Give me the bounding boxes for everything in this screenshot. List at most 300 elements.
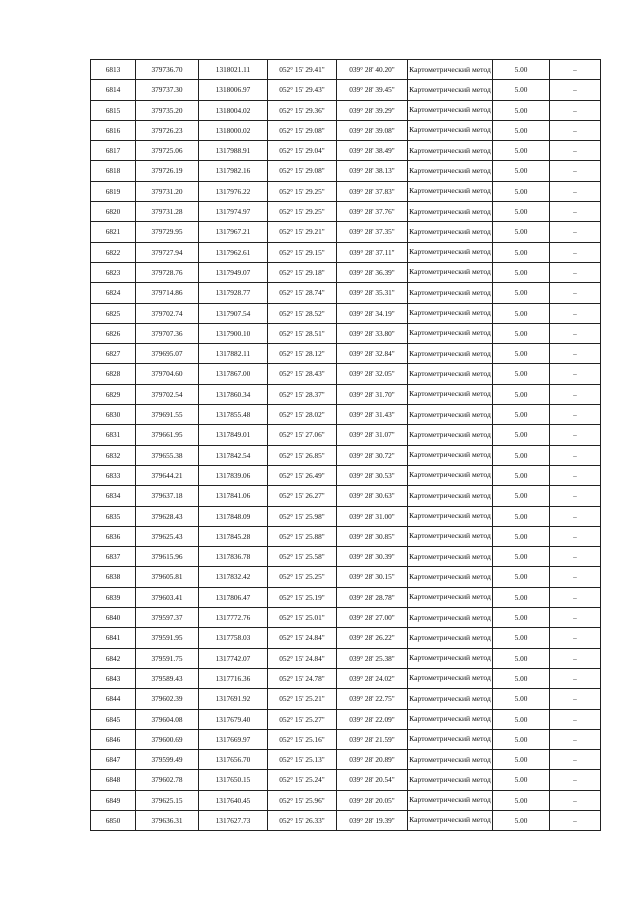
longitude-cell: 039° 28' 20.05" xyxy=(337,790,408,810)
x-coordinate-cell: 379728.76 xyxy=(136,262,199,282)
point-number-cell: 6822 xyxy=(91,242,136,262)
note-cell: – xyxy=(550,262,601,282)
y-coordinate-cell: 1317988.91 xyxy=(199,141,268,161)
point-number-cell: 6837 xyxy=(91,547,136,567)
accuracy-cell: 5.00 xyxy=(493,608,550,628)
latitude-cell: 052° 15' 26.33" xyxy=(268,810,337,830)
point-number-cell: 6814 xyxy=(91,80,136,100)
table-row xyxy=(91,648,601,668)
longitude-cell: 039° 28' 19.39" xyxy=(337,810,408,830)
note-cell: – xyxy=(550,587,601,607)
latitude-cell: 052° 15' 29.15" xyxy=(268,242,337,262)
x-coordinate-cell: 379637.18 xyxy=(136,486,199,506)
x-coordinate-cell: 379707.36 xyxy=(136,323,199,343)
point-number-cell: 6816 xyxy=(91,120,136,140)
y-coordinate-cell: 1317627.73 xyxy=(199,810,268,830)
longitude-cell: 039° 28' 30.39" xyxy=(337,547,408,567)
x-coordinate-cell: 379726.23 xyxy=(136,120,199,140)
note-cell: – xyxy=(550,668,601,688)
method-cell: Картометрический метод xyxy=(408,384,493,404)
table-row xyxy=(91,405,601,425)
accuracy-cell: 5.00 xyxy=(493,384,550,404)
latitude-cell: 052° 15' 25.27" xyxy=(268,709,337,729)
accuracy-cell: 5.00 xyxy=(493,60,550,80)
longitude-cell: 039° 28' 21.59" xyxy=(337,729,408,749)
latitude-cell: 052° 15' 24.78" xyxy=(268,668,337,688)
note-cell: – xyxy=(550,547,601,567)
longitude-cell: 039° 28' 34.19" xyxy=(337,303,408,323)
note-cell: – xyxy=(550,283,601,303)
y-coordinate-cell: 1317650.15 xyxy=(199,770,268,790)
method-cell: Картометрический метод xyxy=(408,303,493,323)
point-number-cell: 6817 xyxy=(91,141,136,161)
accuracy-cell: 5.00 xyxy=(493,547,550,567)
table-row xyxy=(91,283,601,303)
x-coordinate-cell: 379702.74 xyxy=(136,303,199,323)
accuracy-cell: 5.00 xyxy=(493,689,550,709)
accuracy-cell: 5.00 xyxy=(493,810,550,830)
method-cell: Картометрический метод xyxy=(408,628,493,648)
latitude-cell: 052° 15' 25.21" xyxy=(268,689,337,709)
table-row xyxy=(91,202,601,222)
method-cell: Картометрический метод xyxy=(408,425,493,445)
table-row xyxy=(91,445,601,465)
x-coordinate-cell: 379625.15 xyxy=(136,790,199,810)
method-cell: Картометрический метод xyxy=(408,405,493,425)
x-coordinate-cell: 379727.94 xyxy=(136,242,199,262)
point-number-cell: 6828 xyxy=(91,364,136,384)
point-number-cell: 6826 xyxy=(91,323,136,343)
method-cell: Картометрический метод xyxy=(408,547,493,567)
x-coordinate-cell: 379737.30 xyxy=(136,80,199,100)
table-row xyxy=(91,262,601,282)
longitude-cell: 039° 28' 30.72" xyxy=(337,445,408,465)
latitude-cell: 052° 15' 28.52" xyxy=(268,303,337,323)
longitude-cell: 039° 28' 28.78" xyxy=(337,587,408,607)
note-cell: – xyxy=(550,120,601,140)
y-coordinate-cell: 1317772.76 xyxy=(199,608,268,628)
method-cell: Картометрический метод xyxy=(408,161,493,181)
note-cell: – xyxy=(550,770,601,790)
note-cell: – xyxy=(550,202,601,222)
point-number-cell: 6848 xyxy=(91,770,136,790)
accuracy-cell: 5.00 xyxy=(493,526,550,546)
accuracy-cell: 5.00 xyxy=(493,364,550,384)
point-number-cell: 6831 xyxy=(91,425,136,445)
note-cell: – xyxy=(550,323,601,343)
latitude-cell: 052° 15' 29.25" xyxy=(268,181,337,201)
latitude-cell: 052° 15' 24.84" xyxy=(268,628,337,648)
latitude-cell: 052° 15' 25.58" xyxy=(268,547,337,567)
y-coordinate-cell: 1317882.11 xyxy=(199,344,268,364)
accuracy-cell: 5.00 xyxy=(493,729,550,749)
point-number-cell: 6838 xyxy=(91,567,136,587)
method-cell: Картометрический метод xyxy=(408,526,493,546)
point-number-cell: 6821 xyxy=(91,222,136,242)
longitude-cell: 039° 28' 37.11" xyxy=(337,242,408,262)
longitude-cell: 039° 28' 33.80" xyxy=(337,323,408,343)
method-cell: Картометрический метод xyxy=(408,668,493,688)
accuracy-cell: 5.00 xyxy=(493,587,550,607)
latitude-cell: 052° 15' 29.18" xyxy=(268,262,337,282)
point-number-cell: 6840 xyxy=(91,608,136,628)
accuracy-cell: 5.00 xyxy=(493,668,550,688)
longitude-cell: 039° 28' 27.00" xyxy=(337,608,408,628)
longitude-cell: 039° 28' 39.08" xyxy=(337,120,408,140)
x-coordinate-cell: 379591.95 xyxy=(136,628,199,648)
y-coordinate-cell: 1317982.16 xyxy=(199,161,268,181)
x-coordinate-cell: 379636.31 xyxy=(136,810,199,830)
y-coordinate-cell: 1317806.47 xyxy=(199,587,268,607)
accuracy-cell: 5.00 xyxy=(493,405,550,425)
note-cell: – xyxy=(550,303,601,323)
table-row xyxy=(91,80,601,100)
method-cell: Картометрический метод xyxy=(408,344,493,364)
method-cell: Картометрический метод xyxy=(408,587,493,607)
latitude-cell: 052° 15' 29.36" xyxy=(268,100,337,120)
point-number-cell: 6815 xyxy=(91,100,136,120)
y-coordinate-cell: 1317976.22 xyxy=(199,181,268,201)
point-number-cell: 6827 xyxy=(91,344,136,364)
accuracy-cell: 5.00 xyxy=(493,770,550,790)
x-coordinate-cell: 379597.37 xyxy=(136,608,199,628)
method-cell: Картометрический метод xyxy=(408,486,493,506)
y-coordinate-cell: 1317841.06 xyxy=(199,486,268,506)
note-cell: – xyxy=(550,60,601,80)
y-coordinate-cell: 1318000.02 xyxy=(199,120,268,140)
point-number-cell: 6819 xyxy=(91,181,136,201)
table-row xyxy=(91,526,601,546)
table-row xyxy=(91,141,601,161)
longitude-cell: 039° 28' 40.20" xyxy=(337,60,408,80)
method-cell: Картометрический метод xyxy=(408,181,493,201)
point-number-cell: 6847 xyxy=(91,750,136,770)
note-cell: – xyxy=(550,405,601,425)
latitude-cell: 052° 15' 29.41" xyxy=(268,60,337,80)
latitude-cell: 052° 15' 26.49" xyxy=(268,465,337,485)
coordinates-sheet xyxy=(90,59,600,831)
table-row xyxy=(91,729,601,749)
accuracy-cell: 5.00 xyxy=(493,506,550,526)
note-cell: – xyxy=(550,425,601,445)
accuracy-cell: 5.00 xyxy=(493,303,550,323)
point-number-cell: 6833 xyxy=(91,465,136,485)
y-coordinate-cell: 1317691.92 xyxy=(199,689,268,709)
table-row xyxy=(91,465,601,485)
table-row xyxy=(91,770,601,790)
method-cell: Картометрический метод xyxy=(408,202,493,222)
note-cell: – xyxy=(550,141,601,161)
longitude-cell: 039° 28' 30.63" xyxy=(337,486,408,506)
point-number-cell: 6825 xyxy=(91,303,136,323)
y-coordinate-cell: 1318004.02 xyxy=(199,100,268,120)
table-row xyxy=(91,60,601,80)
accuracy-cell: 5.00 xyxy=(493,425,550,445)
y-coordinate-cell: 1317656.70 xyxy=(199,750,268,770)
table-row xyxy=(91,810,601,830)
x-coordinate-cell: 379602.39 xyxy=(136,689,199,709)
y-coordinate-cell: 1317836.78 xyxy=(199,547,268,567)
latitude-cell: 052° 15' 28.02" xyxy=(268,405,337,425)
accuracy-cell: 5.00 xyxy=(493,709,550,729)
longitude-cell: 039° 28' 20.89" xyxy=(337,750,408,770)
table-row xyxy=(91,323,601,343)
note-cell: – xyxy=(550,628,601,648)
method-cell: Картометрический метод xyxy=(408,810,493,830)
longitude-cell: 039° 28' 30.15" xyxy=(337,567,408,587)
note-cell: – xyxy=(550,608,601,628)
y-coordinate-cell: 1318021.11 xyxy=(199,60,268,80)
coordinates-table xyxy=(90,59,601,831)
table-row xyxy=(91,547,601,567)
accuracy-cell: 5.00 xyxy=(493,283,550,303)
note-cell: – xyxy=(550,465,601,485)
longitude-cell: 039° 28' 38.49" xyxy=(337,141,408,161)
longitude-cell: 039° 28' 22.09" xyxy=(337,709,408,729)
latitude-cell: 052° 15' 29.04" xyxy=(268,141,337,161)
accuracy-cell: 5.00 xyxy=(493,80,550,100)
table-row xyxy=(91,384,601,404)
accuracy-cell: 5.00 xyxy=(493,628,550,648)
note-cell: – xyxy=(550,384,601,404)
latitude-cell: 052° 15' 28.51" xyxy=(268,323,337,343)
y-coordinate-cell: 1317907.54 xyxy=(199,303,268,323)
accuracy-cell: 5.00 xyxy=(493,222,550,242)
accuracy-cell: 5.00 xyxy=(493,161,550,181)
accuracy-cell: 5.00 xyxy=(493,790,550,810)
note-cell: – xyxy=(550,506,601,526)
accuracy-cell: 5.00 xyxy=(493,100,550,120)
latitude-cell: 052° 15' 24.84" xyxy=(268,648,337,668)
x-coordinate-cell: 379725.06 xyxy=(136,141,199,161)
accuracy-cell: 5.00 xyxy=(493,141,550,161)
note-cell: – xyxy=(550,344,601,364)
method-cell: Картометрический метод xyxy=(408,648,493,668)
longitude-cell: 039° 28' 31.00" xyxy=(337,506,408,526)
y-coordinate-cell: 1317845.28 xyxy=(199,526,268,546)
point-number-cell: 6820 xyxy=(91,202,136,222)
x-coordinate-cell: 379691.55 xyxy=(136,405,199,425)
note-cell: – xyxy=(550,486,601,506)
latitude-cell: 052° 15' 29.08" xyxy=(268,161,337,181)
latitude-cell: 052° 15' 25.24" xyxy=(268,770,337,790)
method-cell: Картометрический метод xyxy=(408,689,493,709)
y-coordinate-cell: 1317842.54 xyxy=(199,445,268,465)
x-coordinate-cell: 379731.20 xyxy=(136,181,199,201)
table-row xyxy=(91,181,601,201)
x-coordinate-cell: 379731.28 xyxy=(136,202,199,222)
latitude-cell: 052° 15' 25.96" xyxy=(268,790,337,810)
x-coordinate-cell: 379605.81 xyxy=(136,567,199,587)
x-coordinate-cell: 379726.19 xyxy=(136,161,199,181)
method-cell: Картометрический метод xyxy=(408,100,493,120)
note-cell: – xyxy=(550,567,601,587)
accuracy-cell: 5.00 xyxy=(493,202,550,222)
point-number-cell: 6834 xyxy=(91,486,136,506)
table-row xyxy=(91,709,601,729)
latitude-cell: 052° 15' 25.16" xyxy=(268,729,337,749)
table-row xyxy=(91,161,601,181)
point-number-cell: 6850 xyxy=(91,810,136,830)
table-body xyxy=(91,60,601,831)
accuracy-cell: 5.00 xyxy=(493,323,550,343)
method-cell: Картометрический метод xyxy=(408,323,493,343)
table-row xyxy=(91,668,601,688)
x-coordinate-cell: 379644.21 xyxy=(136,465,199,485)
method-cell: Картометрический метод xyxy=(408,80,493,100)
table-row xyxy=(91,303,601,323)
longitude-cell: 039° 28' 31.70" xyxy=(337,384,408,404)
method-cell: Картометрический метод xyxy=(408,445,493,465)
note-cell: – xyxy=(550,790,601,810)
x-coordinate-cell: 379602.78 xyxy=(136,770,199,790)
y-coordinate-cell: 1317669.97 xyxy=(199,729,268,749)
y-coordinate-cell: 1317832.42 xyxy=(199,567,268,587)
method-cell: Картометрический метод xyxy=(408,567,493,587)
method-cell: Картометрический метод xyxy=(408,750,493,770)
x-coordinate-cell: 379736.70 xyxy=(136,60,199,80)
table-row xyxy=(91,120,601,140)
method-cell: Картометрический метод xyxy=(408,608,493,628)
point-number-cell: 6839 xyxy=(91,587,136,607)
x-coordinate-cell: 379735.20 xyxy=(136,100,199,120)
point-number-cell: 6843 xyxy=(91,668,136,688)
point-number-cell: 6836 xyxy=(91,526,136,546)
note-cell: – xyxy=(550,364,601,384)
latitude-cell: 052° 15' 25.98" xyxy=(268,506,337,526)
table-row xyxy=(91,344,601,364)
accuracy-cell: 5.00 xyxy=(493,262,550,282)
method-cell: Картометрический метод xyxy=(408,283,493,303)
method-cell: Картометрический метод xyxy=(408,770,493,790)
note-cell: – xyxy=(550,810,601,830)
x-coordinate-cell: 379615.96 xyxy=(136,547,199,567)
method-cell: Картометрический метод xyxy=(408,60,493,80)
y-coordinate-cell: 1317967.21 xyxy=(199,222,268,242)
point-number-cell: 6829 xyxy=(91,384,136,404)
x-coordinate-cell: 379589.43 xyxy=(136,668,199,688)
point-number-cell: 6845 xyxy=(91,709,136,729)
y-coordinate-cell: 1317949.07 xyxy=(199,262,268,282)
accuracy-cell: 5.00 xyxy=(493,242,550,262)
table-row xyxy=(91,790,601,810)
point-number-cell: 6830 xyxy=(91,405,136,425)
y-coordinate-cell: 1317962.61 xyxy=(199,242,268,262)
latitude-cell: 052° 15' 28.12" xyxy=(268,344,337,364)
x-coordinate-cell: 379603.41 xyxy=(136,587,199,607)
latitude-cell: 052° 15' 29.43" xyxy=(268,80,337,100)
point-number-cell: 6849 xyxy=(91,790,136,810)
point-number-cell: 6824 xyxy=(91,283,136,303)
table-row xyxy=(91,750,601,770)
longitude-cell: 039° 28' 32.05" xyxy=(337,364,408,384)
table-row xyxy=(91,425,601,445)
x-coordinate-cell: 379599.49 xyxy=(136,750,199,770)
latitude-cell: 052° 15' 29.08" xyxy=(268,120,337,140)
accuracy-cell: 5.00 xyxy=(493,486,550,506)
y-coordinate-cell: 1317839.06 xyxy=(199,465,268,485)
x-coordinate-cell: 379702.54 xyxy=(136,384,199,404)
table-row xyxy=(91,689,601,709)
point-number-cell: 6832 xyxy=(91,445,136,465)
note-cell: – xyxy=(550,689,601,709)
longitude-cell: 039° 28' 31.07" xyxy=(337,425,408,445)
point-number-cell: 6846 xyxy=(91,729,136,749)
note-cell: – xyxy=(550,181,601,201)
longitude-cell: 039° 28' 24.02" xyxy=(337,668,408,688)
note-cell: – xyxy=(550,445,601,465)
longitude-cell: 039° 28' 22.75" xyxy=(337,689,408,709)
table-row xyxy=(91,486,601,506)
method-cell: Картометрический метод xyxy=(408,120,493,140)
method-cell: Картометрический метод xyxy=(408,465,493,485)
x-coordinate-cell: 379604.08 xyxy=(136,709,199,729)
method-cell: Картометрический метод xyxy=(408,262,493,282)
latitude-cell: 052° 15' 29.25" xyxy=(268,202,337,222)
table-row xyxy=(91,242,601,262)
y-coordinate-cell: 1317679.40 xyxy=(199,709,268,729)
latitude-cell: 052° 15' 29.21" xyxy=(268,222,337,242)
method-cell: Картометрический метод xyxy=(408,790,493,810)
accuracy-cell: 5.00 xyxy=(493,181,550,201)
method-cell: Картометрический метод xyxy=(408,364,493,384)
accuracy-cell: 5.00 xyxy=(493,648,550,668)
note-cell: – xyxy=(550,526,601,546)
x-coordinate-cell: 379628.43 xyxy=(136,506,199,526)
note-cell: – xyxy=(550,100,601,120)
latitude-cell: 052° 15' 28.74" xyxy=(268,283,337,303)
table-row xyxy=(91,608,601,628)
longitude-cell: 039° 28' 25.38" xyxy=(337,648,408,668)
y-coordinate-cell: 1317928.77 xyxy=(199,283,268,303)
x-coordinate-cell: 379591.75 xyxy=(136,648,199,668)
method-cell: Картометрический метод xyxy=(408,506,493,526)
longitude-cell: 039° 28' 39.29" xyxy=(337,100,408,120)
note-cell: – xyxy=(550,80,601,100)
point-number-cell: 6835 xyxy=(91,506,136,526)
table-row xyxy=(91,100,601,120)
accuracy-cell: 5.00 xyxy=(493,567,550,587)
latitude-cell: 052° 15' 28.37" xyxy=(268,384,337,404)
table-row xyxy=(91,222,601,242)
point-number-cell: 6823 xyxy=(91,262,136,282)
point-number-cell: 6818 xyxy=(91,161,136,181)
table-row xyxy=(91,587,601,607)
note-cell: – xyxy=(550,709,601,729)
x-coordinate-cell: 379729.95 xyxy=(136,222,199,242)
point-number-cell: 6842 xyxy=(91,648,136,668)
y-coordinate-cell: 1317900.10 xyxy=(199,323,268,343)
longitude-cell: 039° 28' 37.76" xyxy=(337,202,408,222)
latitude-cell: 052° 15' 25.19" xyxy=(268,587,337,607)
y-coordinate-cell: 1317860.34 xyxy=(199,384,268,404)
note-cell: – xyxy=(550,729,601,749)
point-number-cell: 6813 xyxy=(91,60,136,80)
y-coordinate-cell: 1317974.97 xyxy=(199,202,268,222)
x-coordinate-cell: 379661.95 xyxy=(136,425,199,445)
accuracy-cell: 5.00 xyxy=(493,445,550,465)
method-cell: Картометрический метод xyxy=(408,729,493,749)
longitude-cell: 039° 28' 31.43" xyxy=(337,405,408,425)
longitude-cell: 039° 28' 39.45" xyxy=(337,80,408,100)
point-number-cell: 6841 xyxy=(91,628,136,648)
longitude-cell: 039° 28' 36.39" xyxy=(337,262,408,282)
latitude-cell: 052° 15' 28.43" xyxy=(268,364,337,384)
method-cell: Картометрический метод xyxy=(408,141,493,161)
latitude-cell: 052° 15' 25.01" xyxy=(268,608,337,628)
longitude-cell: 039° 28' 38.13" xyxy=(337,161,408,181)
x-coordinate-cell: 379695.07 xyxy=(136,344,199,364)
